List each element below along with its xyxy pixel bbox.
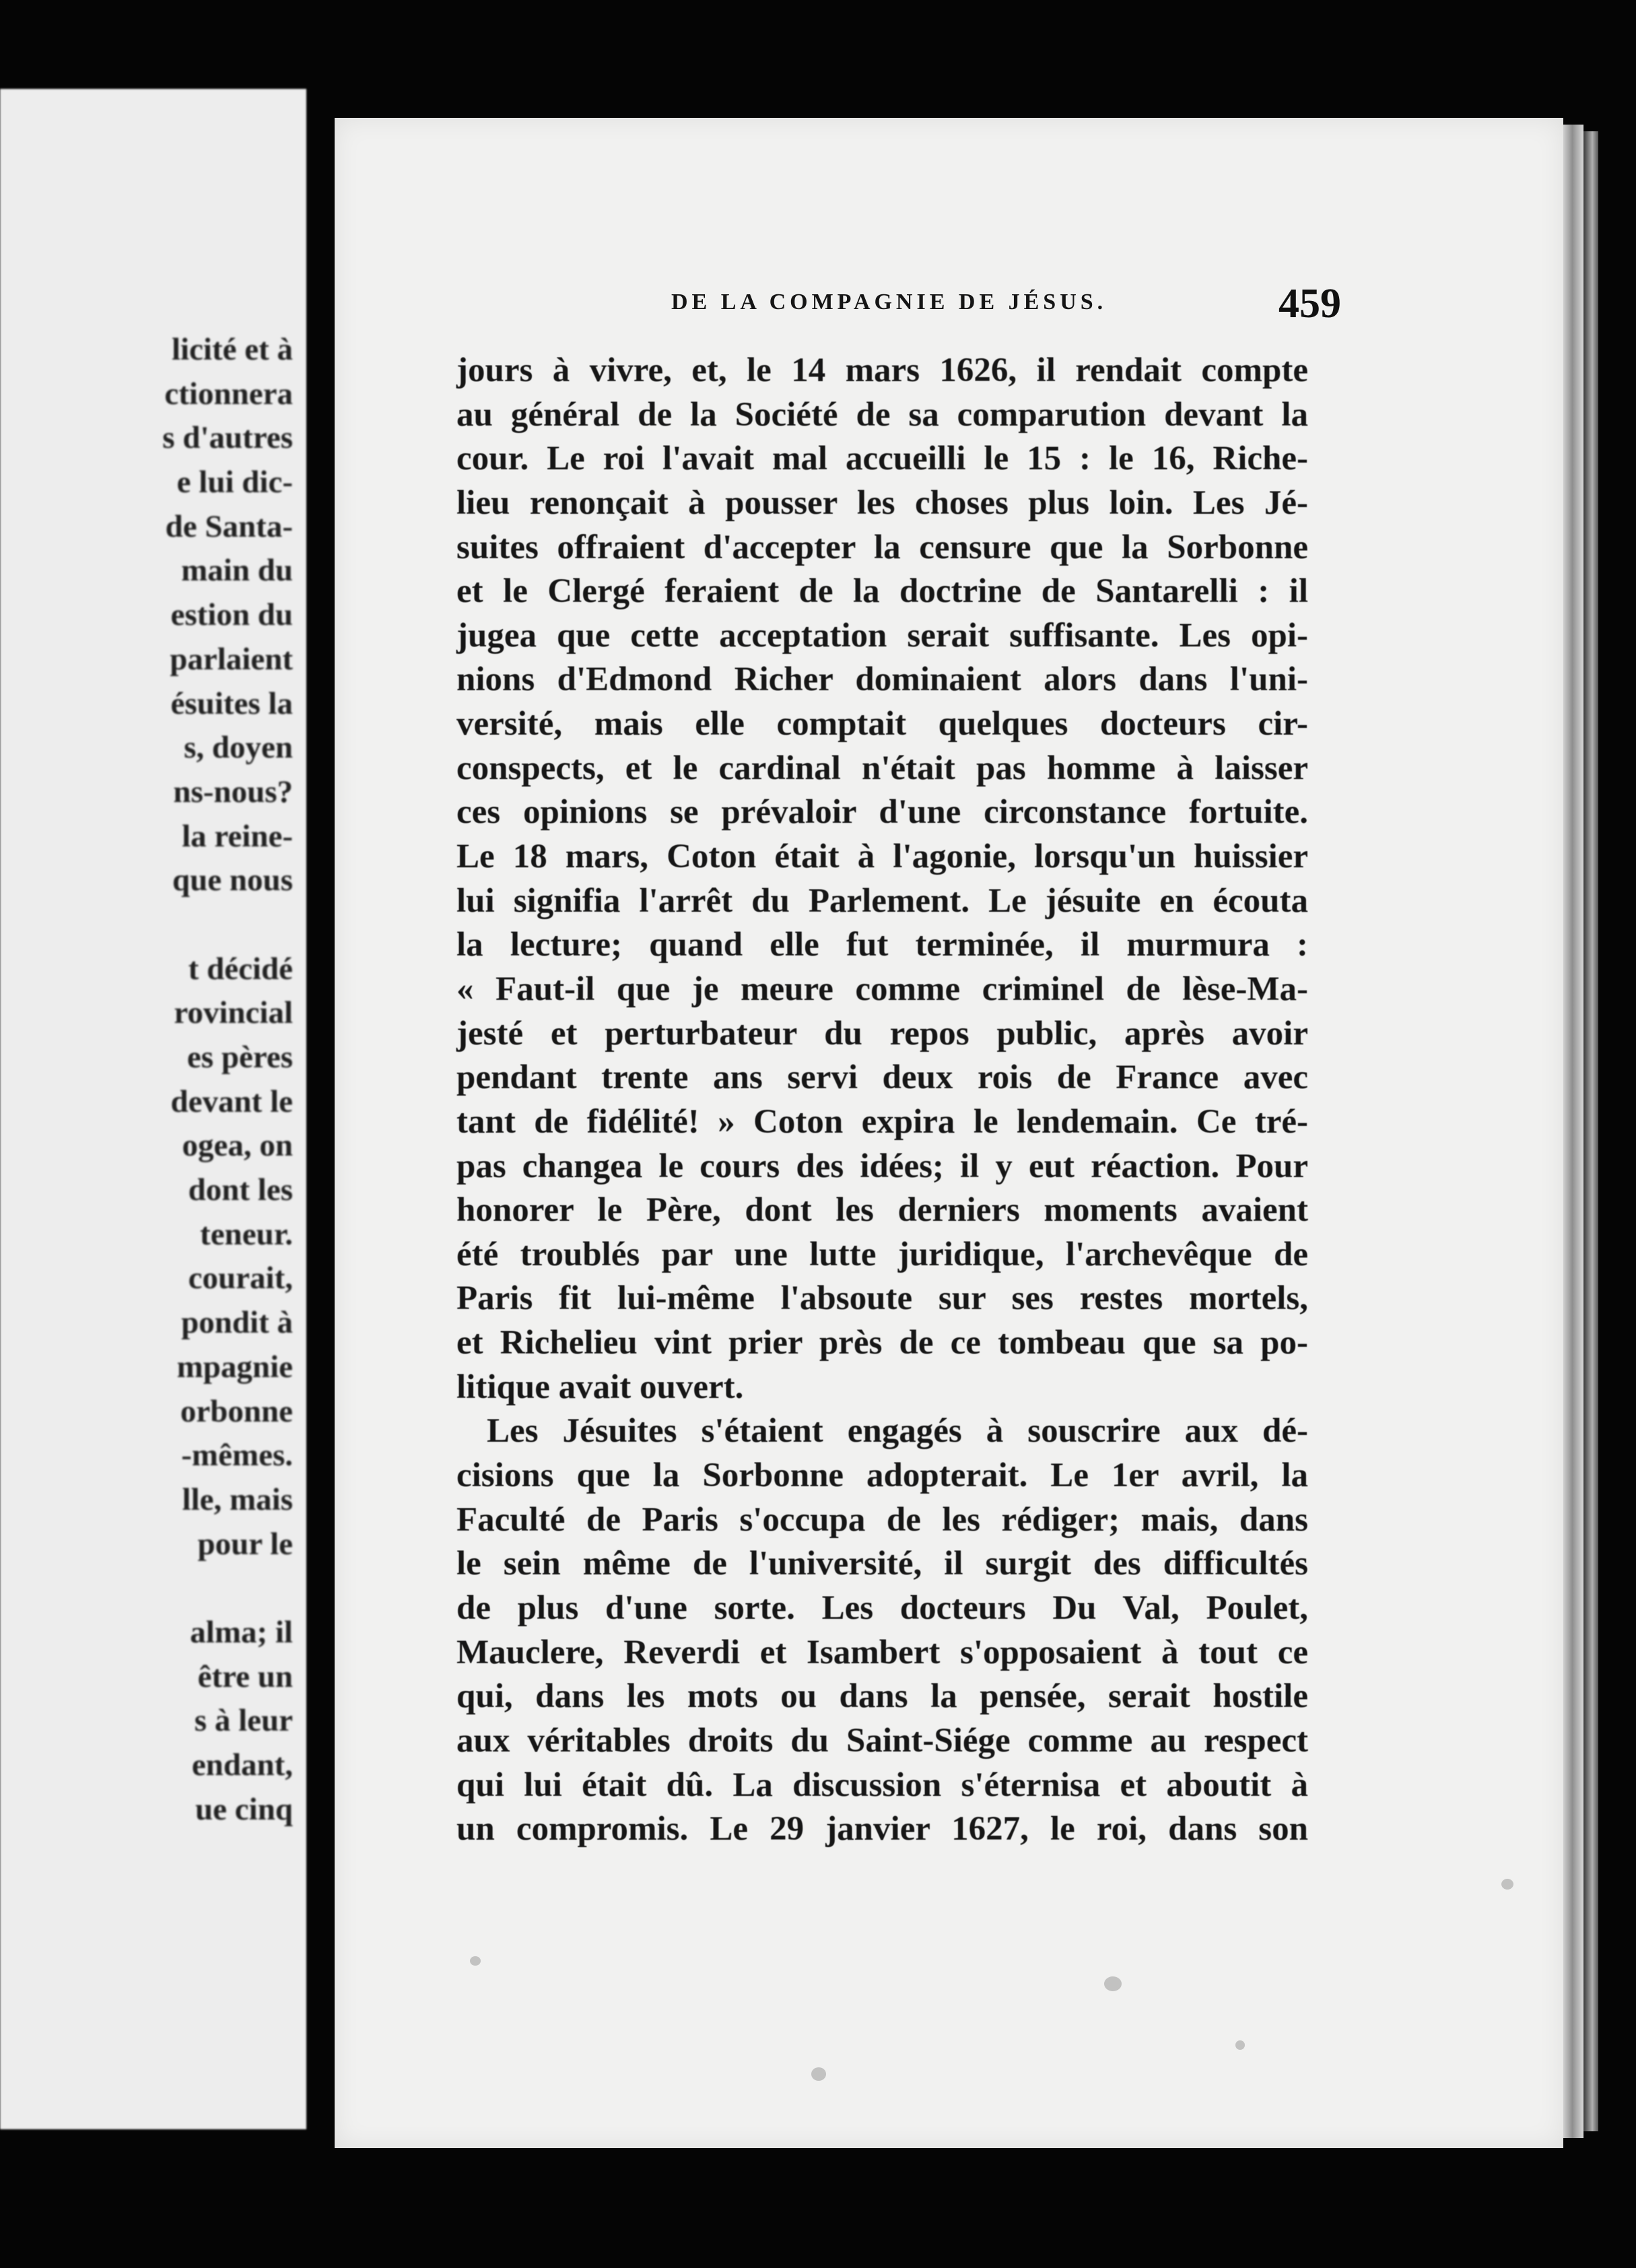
left-page-line: es pères	[186, 1040, 293, 1075]
text-line: Faculté de Paris s'occupa de les rédiger; mais, dans	[456, 1500, 1308, 1539]
left-page-line: s, doyen	[184, 730, 293, 766]
text-line: suites offraient d'accepter la censure que la Sorbonne	[456, 528, 1308, 566]
text-line: pendant trente ans servi deux rois de France avec	[456, 1059, 1308, 1097]
left-page-line: orbonne	[180, 1393, 293, 1429]
left-page-line: licité et à	[171, 332, 293, 367]
left-page-line: la reine-	[182, 818, 293, 854]
text-line: jugea que cette acceptation serait suffisante. Les opi-	[456, 616, 1308, 655]
left-page-line	[10, 903, 293, 947]
left-page-line: main du	[181, 553, 293, 589]
text-line: jours à vivre, et, le 14 mars 1626, il rendait compte	[456, 352, 1308, 389]
left-page-line: s d'autres	[162, 420, 293, 456]
left-page-line: pondit à	[181, 1305, 293, 1341]
text-line: ces opinions se prévaloir d'une circonstance fortuite.	[456, 793, 1308, 832]
left-page-line: ésuites la	[170, 686, 293, 721]
text-line: versité, mais elle comptait quelques docteurs cir-	[456, 705, 1308, 743]
left-page-line: devant le	[170, 1083, 293, 1119]
left-page-line: alma; il	[190, 1614, 293, 1650]
text-line: qui lui était dû. La discussion s'éternisa et aboutit à	[456, 1766, 1308, 1804]
text-line: aux véritables droits du Saint-Siége comme au respect	[456, 1721, 1308, 1760]
text-line: le sein même de l'université, il surgit des difficultés	[456, 1545, 1308, 1583]
text-line: nions d'Edmond Richer dominaient alors dans l'uni-	[456, 661, 1308, 699]
left-page-line: de Santa-	[165, 508, 293, 544]
left-page-text	[10, 328, 293, 1832]
body-text	[456, 349, 1308, 1852]
left-page-line: ogea, on	[182, 1128, 293, 1164]
text-line: la lecture; quand elle fut terminée, il murmura :	[456, 926, 1308, 964]
text-line: Mauclere, Reverdi et Isambert s'opposaient à tout ce	[456, 1633, 1308, 1671]
text-line: litique avait ouvert.	[456, 1368, 744, 1406]
left-page-line: dont les	[188, 1172, 293, 1208]
text-line: cour. Le roi l'avait mal accueilli le 15 : le 16, Riche-	[456, 440, 1308, 478]
text-line: de plus d'une sorte. Les docteurs Du Val, Poulet,	[456, 1589, 1308, 1627]
text-line: « Faut-il que je meure comme criminel de lèse-Ma-	[456, 970, 1308, 1008]
text-line: et Richelieu vint prier près de ce tombeau que sa po-	[456, 1324, 1308, 1362]
left-page-line: pour le	[197, 1526, 293, 1562]
left-page-line: courait,	[188, 1261, 293, 1296]
text-line: pas changea le cours des idées; il y eut réaction. Pour	[456, 1147, 1308, 1185]
left-page-line: ctionnera	[164, 376, 293, 411]
text-line: lui signifia l'arrêt du Parlement. Le jésuite en écouta	[456, 881, 1308, 920]
text-line: un compromis. Le 29 janvier 1627, le roi, dans son	[456, 1810, 1308, 1848]
paper-speck	[811, 2067, 826, 2081]
page-edge	[1563, 125, 1583, 2138]
left-page-line: parlaient	[170, 641, 293, 677]
text-line: Paris fit lui-même l'absoute sur ses restes mortels,	[456, 1279, 1308, 1318]
left-page-line: lle, mais	[182, 1481, 293, 1517]
text-line: jesté et perturbateur du repos public, après avoir	[456, 1014, 1308, 1053]
paper-speck	[1235, 2040, 1245, 2050]
text-line: Les Jésuites s'étaient engagés à souscrire aux dé-	[487, 1412, 1308, 1450]
text-line: cisions que la Sorbonne adopterait. Le 1er avril, la	[456, 1457, 1308, 1495]
text-line: été troublés par une lutte juridique, l'archevêque de	[456, 1235, 1308, 1273]
left-page-line: t décidé	[188, 951, 293, 987]
left-page-line	[10, 1566, 293, 1611]
paper-speck	[1501, 1879, 1513, 1890]
left-page-line: -mêmes.	[181, 1438, 293, 1473]
text-line: honorer le Père, dont les derniers moments avaient	[456, 1191, 1308, 1230]
left-page-line: e lui dic-	[176, 465, 293, 500]
text-line: Le 18 mars, Coton était à l'agonie, lorsqu'un huissier	[456, 838, 1308, 876]
left-page-line: être un	[197, 1659, 293, 1694]
left-page-line: ns-nous?	[173, 774, 293, 809]
text-line: au général de la Société de sa comparution devant la	[456, 395, 1308, 434]
text-line: et le Clergé feraient de la doctrine de Santarelli : il	[456, 572, 1308, 611]
left-page-fragment	[0, 89, 306, 2129]
left-page-line: teneur.	[200, 1216, 293, 1252]
text-line: lieu renonçait à pousser les choses plus loin. Les Jé-	[456, 483, 1308, 522]
left-page-line: rovincial	[174, 995, 293, 1031]
left-page-line: mpagnie	[176, 1349, 293, 1385]
left-page-line: ue cinq	[195, 1791, 293, 1827]
text-line: tant de fidélité! » Coton expira le lendemain. Ce tré-	[456, 1102, 1308, 1141]
binding-edge	[1583, 131, 1598, 2131]
paper-speck	[470, 1956, 481, 1966]
left-page-line: estion du	[170, 597, 293, 633]
paper-speck	[1104, 1976, 1122, 1991]
text-line: qui, dans les mots ou dans la pensée, serait hostile	[456, 1677, 1308, 1716]
left-page-line: endant,	[191, 1747, 293, 1782]
left-page-line: s à leur	[194, 1703, 293, 1739]
page-number: 459	[1279, 281, 1341, 327]
running-head: DE LA COMPAGNIE DE JÉSUS.	[671, 290, 1107, 314]
left-page-line: que nous	[172, 863, 293, 898]
text-line: conspects, et le cardinal n'était pas homme à laisser	[456, 749, 1308, 787]
